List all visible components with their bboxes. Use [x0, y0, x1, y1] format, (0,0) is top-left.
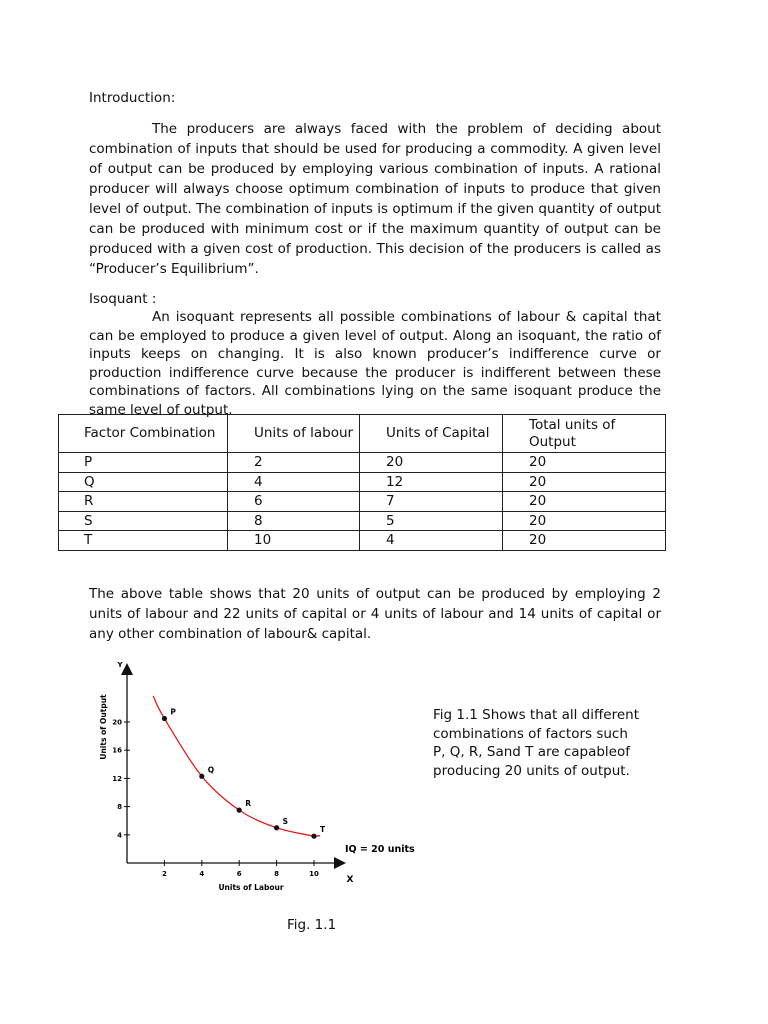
cell-factor: P: [59, 453, 228, 473]
introduction-paragraph: [89, 119, 661, 279]
cell-factor: T: [59, 531, 228, 551]
header-units-of-capital: Units of Capital: [360, 415, 503, 453]
cell-factor: Q: [59, 472, 228, 492]
y-tick-label: 8: [117, 803, 122, 812]
curve-label: IQ = 20 units: [345, 844, 415, 855]
cell-labour: 2: [228, 453, 360, 473]
x-axis-arrow: [334, 857, 346, 869]
cell-labour: 10: [228, 531, 360, 551]
curve-point-s: [274, 825, 279, 830]
cell-factor: R: [59, 492, 228, 512]
point-label-s: S: [282, 816, 289, 826]
introduction-text: The producers are always faced with the problem of deciding about combination of inputs that should be used for producing a commodity. A given level of output can be produced by employing various combination of inputs. A rational producer will always choose optimum combination of inputs to produce that given level of output. The combination of inputs is optimum if the given quantity of output can be produced with minimum cost or if the maximum quantity of output can be produced with a given cost of production. This decision of the producers is called as “Producer’s Equilibrium”.: [89, 121, 661, 277]
x-tick-label: 2: [161, 870, 167, 878]
cell-labour: 4: [228, 472, 360, 492]
isoquant-paragraph: [89, 308, 661, 420]
introduction-heading: Introduction:: [89, 90, 176, 106]
x-axis-title: Units of Labour: [218, 883, 284, 892]
curve-point-t: [311, 834, 316, 839]
cell-labour: 6: [228, 492, 360, 512]
x-tick-label: 10: [309, 870, 319, 878]
header-units-of-labour: Units of labour: [228, 415, 360, 453]
table-header-row: [59, 415, 666, 453]
isoquant-graph: [96, 655, 426, 895]
factor-combination-table: [58, 414, 666, 551]
header-total-output: Total units of Output: [503, 415, 666, 453]
cell-capital: 20: [360, 453, 503, 473]
table-row: [59, 453, 666, 473]
cell-output: 20: [503, 531, 666, 551]
isoquant-heading: Isoquant :: [89, 291, 157, 307]
isoquant-curve: [153, 696, 320, 836]
table-row: [59, 492, 666, 512]
cell-capital: 7: [360, 492, 503, 512]
y-tick-label: 20: [112, 718, 122, 727]
y-axis-letter: Y: [117, 661, 123, 669]
header-factor-combination: Factor Combination: [59, 415, 228, 453]
cell-factor: S: [59, 511, 228, 531]
curve-point-r: [237, 808, 242, 813]
point-label-q: Q: [207, 765, 215, 775]
cell-output: 20: [503, 511, 666, 531]
figure-label: Fig. 1.1: [287, 917, 337, 933]
curve-point-p: [162, 716, 167, 721]
y-axis-arrow: [121, 663, 133, 675]
x-tick-label: 8: [274, 870, 280, 878]
cell-capital: 5: [360, 511, 503, 531]
cell-output: 20: [503, 472, 666, 492]
cell-labour: 8: [228, 511, 360, 531]
isoquant-text: An isoquant represents all possible combinations of labour & capital that can be employed to produce a given level of output. Along an isoquant, the ratio of inputs keeps on changing. It is also known producer’s indifference curve or production indifference curve because the producer is indifferent between these combinations of factors. All combinations lying on the same isoquant produce the same level of output.: [89, 309, 661, 418]
table-row: [59, 511, 666, 531]
point-label-r: R: [245, 799, 251, 809]
curve-point-q: [199, 774, 204, 779]
cell-capital: 12: [360, 472, 503, 492]
curve-points: [162, 707, 326, 838]
y-tick-label: 12: [112, 774, 122, 783]
cell-capital: 4: [360, 531, 503, 551]
table-row: [59, 531, 666, 551]
table-row: [59, 472, 666, 492]
summary-paragraph: The above table shows that 20 units of output can be produced by employing 2 units of labour and 22 units of capital or 4 units of labour and 14 units of capital or any other combination of labour& capital.: [89, 586, 661, 642]
figure-caption: Fig 1.1 Shows that all different combinations of factors such P, Q, R, Sand T are capableof producing 20 units of output.: [433, 707, 640, 779]
point-label-p: P: [170, 707, 176, 717]
point-label-t: T: [320, 825, 326, 835]
cell-output: 20: [503, 492, 666, 512]
x-tick-label: 4: [199, 870, 205, 878]
x-axis-letter: X: [346, 875, 354, 885]
y-axis-title: Units of Output: [99, 694, 108, 760]
y-tick-label: 16: [112, 746, 122, 755]
y-tick-label: 4: [117, 831, 122, 840]
x-tick-label: 6: [236, 870, 242, 878]
cell-output: 20: [503, 453, 666, 473]
